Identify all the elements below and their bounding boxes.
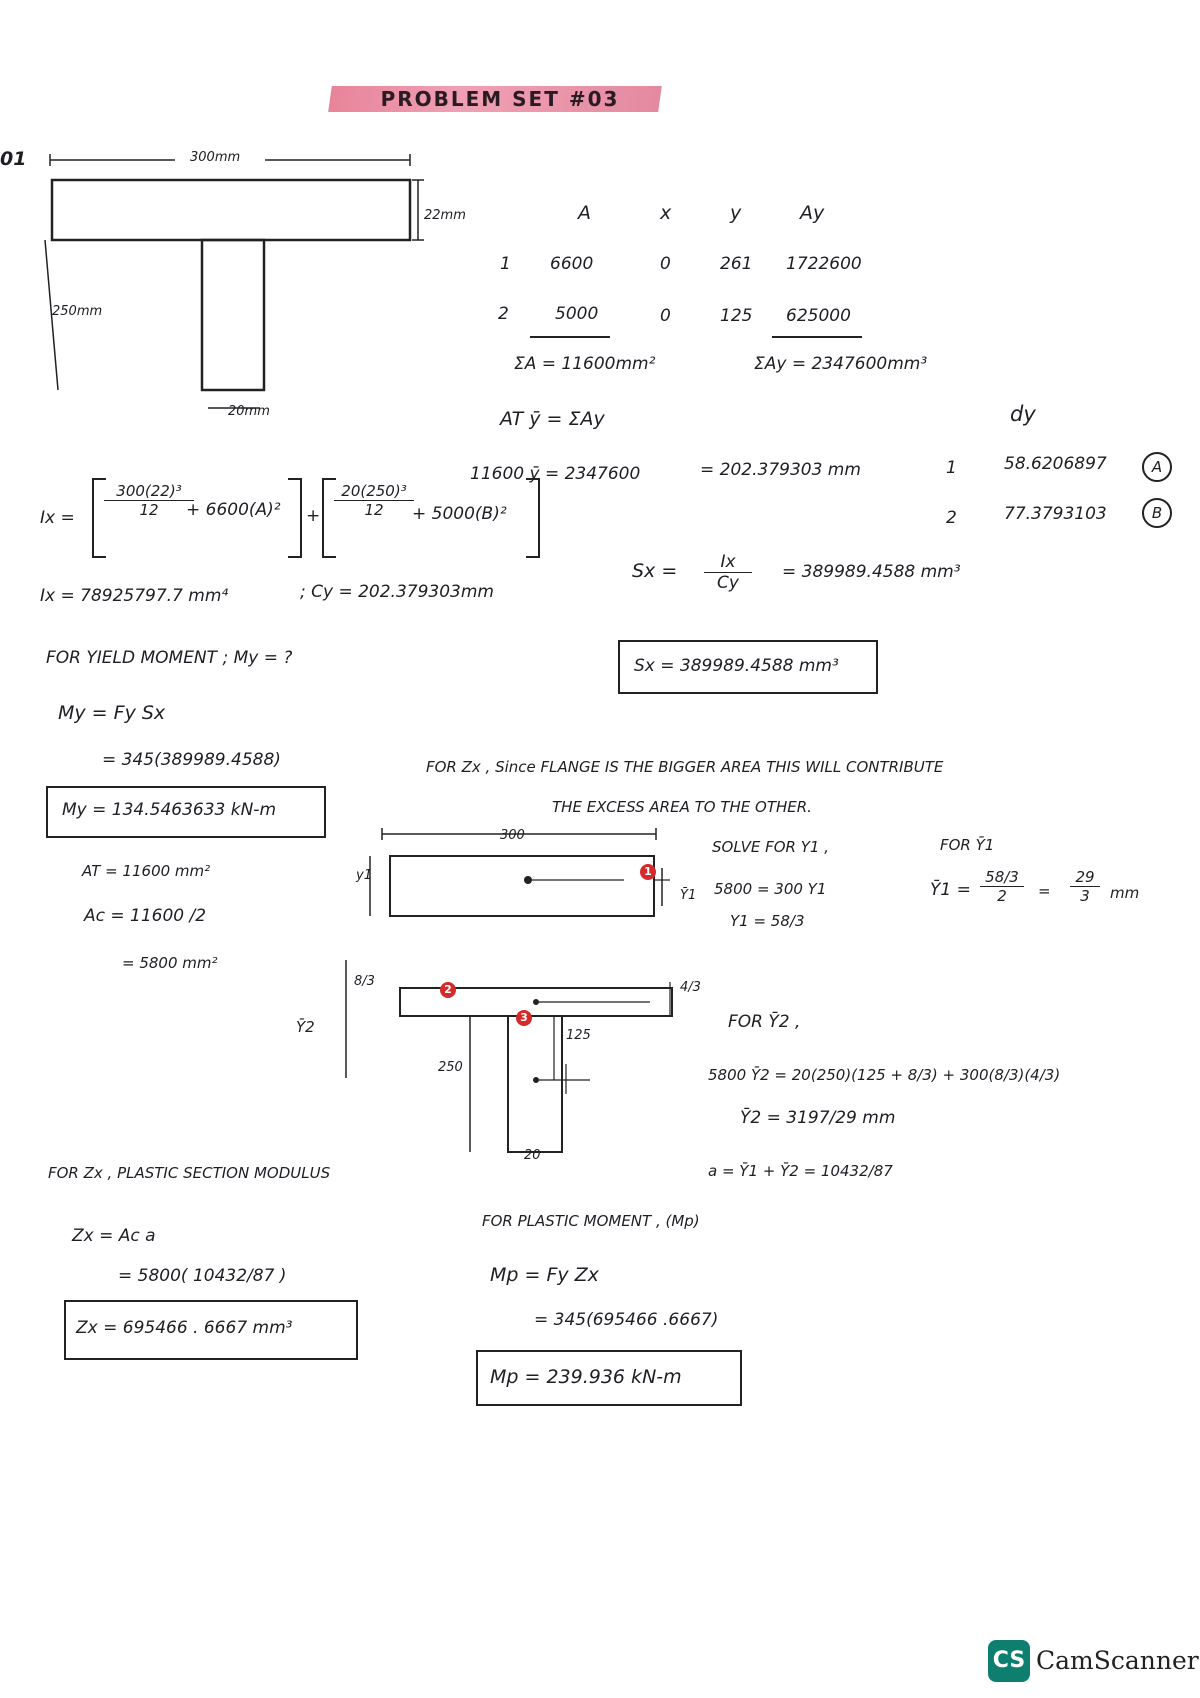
table-cell: 125 [720, 306, 753, 326]
ybar1-header: FOR Ȳ1 [940, 836, 995, 854]
ybar1-rhs-fraction [1070, 868, 1100, 905]
mp-equation: Mp = Fy Zx [490, 1264, 599, 1286]
ix-term2-tail: + 5000(B)² [412, 504, 507, 524]
plastic-modulus-header: FOR Zx , PLASTIC SECTION MODULUS [48, 1164, 331, 1182]
solve-y1-result: Y1 = 58/3 [730, 912, 805, 930]
table-cell: 1722600 [786, 254, 862, 274]
plus-sign: + [306, 506, 321, 526]
fig-eight-thirds-label: 8/3 [354, 974, 375, 989]
my-result: My = 134.5463633 kN-m [62, 800, 277, 820]
region-marker-1: 1 [640, 864, 656, 880]
fig-ybar1-label: Ȳ1 [680, 888, 697, 903]
sum-rule [772, 336, 862, 338]
ybar2-header: FOR Ȳ2 , [728, 1012, 801, 1032]
lever-arm-a: a = Ȳ1 + Ȳ2 = 10432/87 [708, 1162, 893, 1180]
my-equation: My = Fy Sx [58, 702, 166, 724]
ix-term2-num: 20(250)³ [334, 482, 414, 501]
ybar1-den: 2 [997, 887, 1007, 905]
ix-term1-fraction [104, 482, 194, 519]
cy-value: ; Cy = 202.379303mm [300, 582, 494, 602]
ix-term1-tail: + 6600(A)² [186, 500, 281, 520]
mp-substitution: = 345(695466 .6667) [534, 1310, 719, 1330]
ybar-result: = 202.379303 mm [700, 460, 861, 480]
web-height-label: 250mm [52, 304, 103, 319]
table-cell: 261 [720, 254, 753, 274]
fig-250-label: 250 [438, 1060, 463, 1075]
table-row-id: 2 [498, 304, 509, 324]
dy-value: 77.3793103 [1004, 504, 1107, 524]
ybar1-lhs: Ȳ1 = [930, 880, 971, 900]
plastic-moment-header: FOR PLASTIC MOMENT , (Mp) [482, 1212, 700, 1230]
table-header-ay: Ay [800, 202, 825, 224]
table-cell: 6600 [550, 254, 594, 274]
camscanner-wordmark: CamScanner [1036, 1646, 1199, 1675]
region-marker-3: 3 [516, 1010, 532, 1026]
equals-sign: = [1038, 882, 1051, 900]
sx-lhs: Sx = [632, 560, 678, 582]
ybar2-equation: 5800 Ȳ2 = 20(250)(125 + 8/3) + 300(8/3)(4/3) [708, 1066, 1061, 1084]
zx-substitution: = 5800( 10432/87 ) [118, 1266, 287, 1286]
web-thickness-label: 20mm [228, 404, 270, 419]
sx-den: Cy [717, 573, 739, 593]
bracket-right [526, 478, 540, 558]
page-title: PROBLEM SET #03 [380, 87, 620, 111]
ybar1-rhs-num: 29 [1070, 868, 1100, 887]
zx-result: Zx = 695466 . 6667 mm³ [76, 1318, 293, 1338]
centroid-eq-header: AT ȳ = ΣAy [500, 408, 605, 430]
ybar1-fraction [980, 868, 1024, 905]
total-area: AT = 11600 mm² [82, 862, 211, 880]
tag-b: B [1142, 498, 1172, 528]
table-header-y: y [730, 202, 742, 224]
fig-four-thirds-label: 4/3 [680, 980, 701, 995]
fig-125-label: 125 [566, 1028, 591, 1043]
my-substitution: = 345(389989.4588) [102, 750, 281, 770]
sum-area: ΣA = 11600mm² [514, 354, 656, 374]
problem-number: 01 [0, 148, 27, 170]
fig-ybar2-label: Ȳ2 [296, 1018, 315, 1036]
zx-equation: Zx = Ac a [72, 1226, 156, 1246]
solve-y1-header: SOLVE FOR Y1 , [712, 838, 829, 856]
solve-y1-eq: 5800 = 300 Y1 [714, 880, 827, 898]
ix-term1-den: 12 [139, 501, 159, 519]
ix-lhs: Ix = [40, 508, 75, 528]
table-cell: 0 [660, 254, 671, 274]
sum-area-y: ΣAy = 2347600mm³ [754, 354, 928, 374]
region-marker-2: 2 [440, 982, 456, 998]
fig-y1-label: y1 [356, 868, 372, 883]
sx-rhs: = 389989.4588 mm³ [782, 562, 961, 582]
flange-width-label: 300mm [190, 150, 241, 165]
table-cell: 625000 [786, 306, 851, 326]
ac-result: = 5800 mm² [122, 954, 218, 972]
sx-num: Ix [704, 552, 752, 573]
dy-value: 58.6206897 [1004, 454, 1107, 474]
zx-note-line1: FOR Zx , Since FLANGE IS THE BIGGER AREA THIS WILL CONTRIBUTE [426, 758, 944, 776]
dy-row-id: 2 [946, 508, 957, 528]
yield-moment-header: FOR YIELD MOMENT ; My = ? [46, 648, 293, 668]
ybar1-num: 58/3 [980, 868, 1024, 887]
sx-fraction [704, 552, 752, 593]
table-cell: 0 [660, 306, 671, 326]
ybar1-unit: mm [1110, 884, 1140, 902]
t-section-sketch [30, 140, 450, 420]
centroid-equation: 11600 ȳ = 2347600 [470, 464, 641, 484]
table-header-x: x [660, 202, 672, 224]
flange-thickness-label: 22mm [424, 208, 466, 223]
ix-result: Ix = 78925797.7 mm⁴ [40, 586, 229, 606]
tag-a: A [1142, 452, 1172, 482]
remaining-t-figure [320, 960, 720, 1180]
ix-term2-den: 12 [364, 501, 384, 519]
ybar2-result: Ȳ2 = 3197/29 mm [740, 1108, 896, 1128]
fig-20-label: 20 [524, 1148, 541, 1163]
dy-header: dy [1010, 402, 1036, 426]
camscanner-logo: CS [988, 1640, 1030, 1682]
ybar1-rhs-den: 3 [1080, 887, 1090, 905]
sum-rule [530, 336, 610, 338]
mp-result: Mp = 239.936 kN-m [490, 1366, 682, 1388]
sx-result: Sx = 389989.4588 mm³ [634, 656, 839, 676]
ix-term2-fraction [334, 482, 414, 519]
table-header-a: A [578, 202, 591, 224]
dy-row-id: 1 [946, 458, 957, 478]
table-row-id: 1 [500, 254, 511, 274]
bracket-right [288, 478, 302, 558]
ix-term1-num: 300(22)³ [104, 482, 194, 501]
zx-note-line2: THE EXCESS AREA TO THE OTHER. [552, 798, 812, 816]
fig-width-label: 300 [500, 828, 525, 843]
table-cell: 5000 [555, 304, 599, 324]
ac-equation: Ac = 11600 /2 [84, 906, 207, 926]
